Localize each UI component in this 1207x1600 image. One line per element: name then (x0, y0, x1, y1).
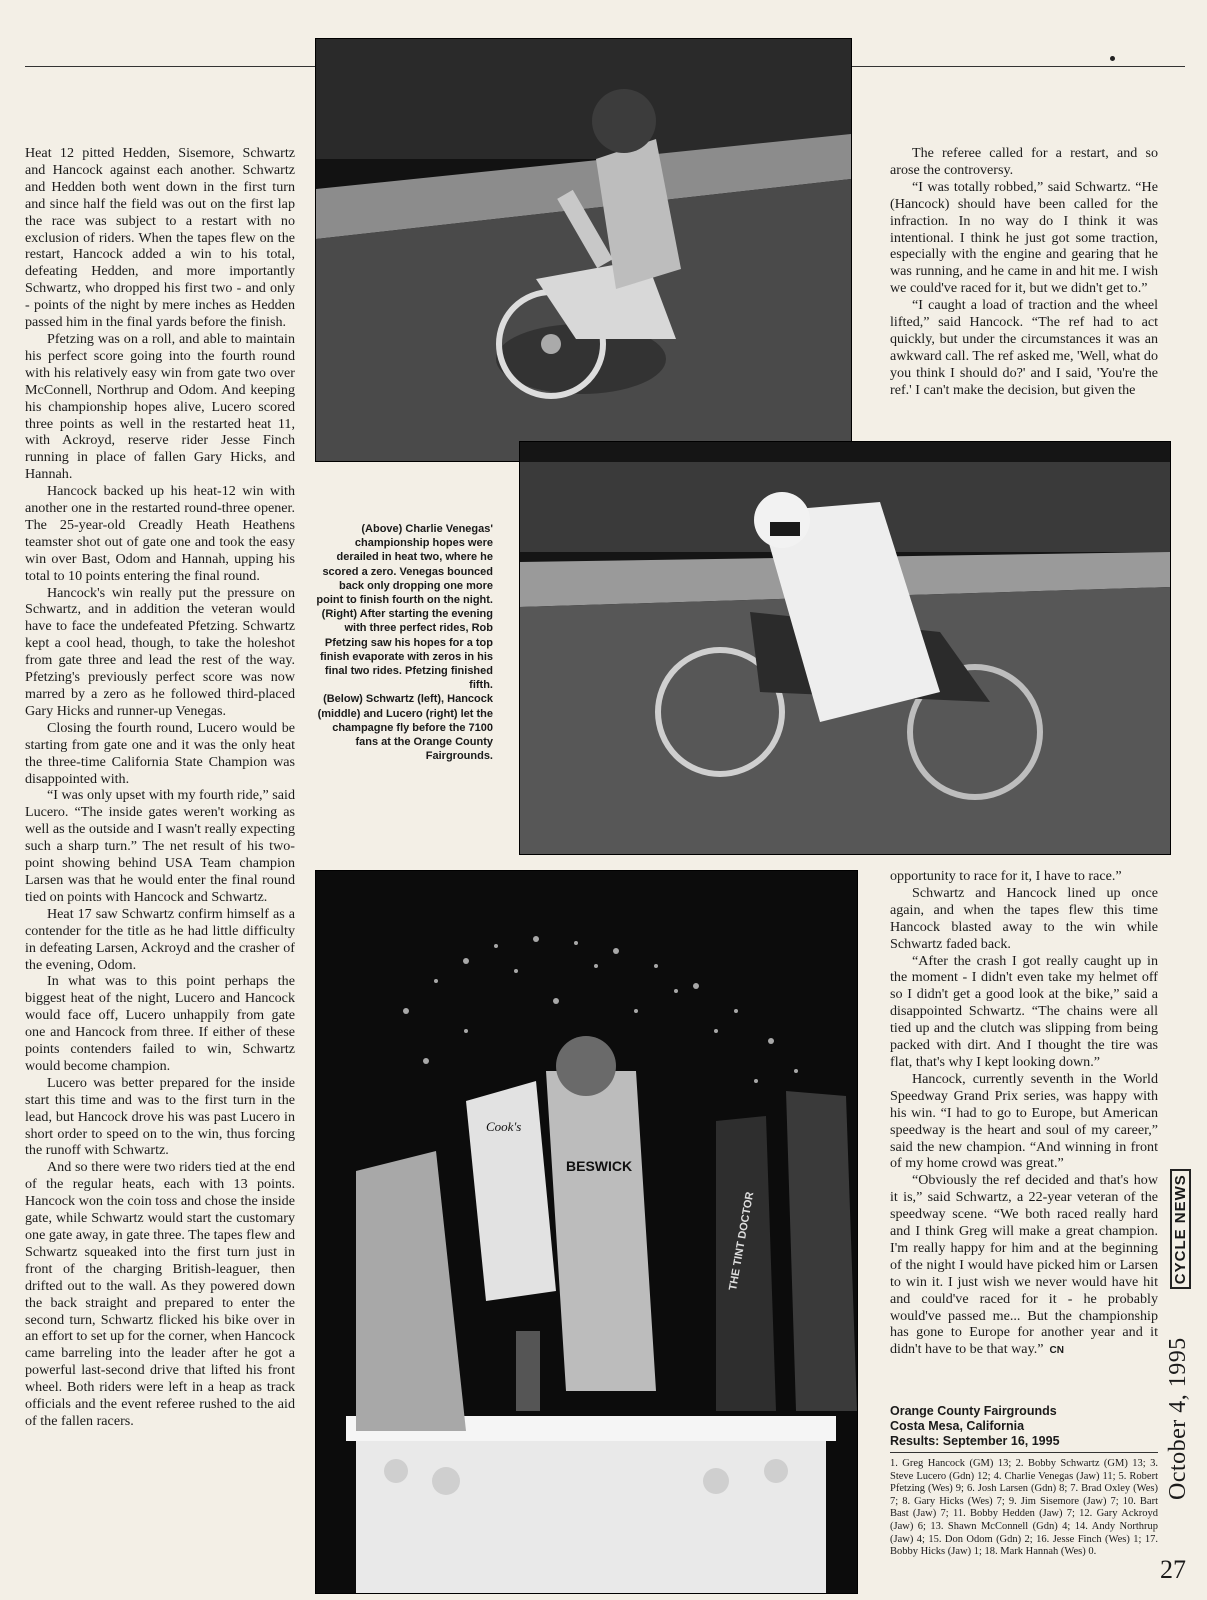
paragraph: opportunity to race for it, I have to race.” (890, 868, 1122, 884)
page-number: 27 (1160, 1555, 1186, 1584)
photo-caption (315, 522, 493, 763)
results-rule (890, 1452, 1158, 1453)
paragraph: Closing the fourth round, Lucero would be starting from gate one and it was the only heat the three-time California State Champion was disappointed with. (25, 719, 295, 787)
photo-pfetzing-riding (519, 441, 1171, 855)
photo-jacket-text: THE TINT DOCTOR (727, 1190, 757, 1292)
photo-venegas-riding (315, 38, 852, 462)
results-list: 1. Greg Hancock (GM) 13; 2. Bobby Schwartz (GM) 13; 3. Steve Lucero (Gdn) 12; 4. Charlie Venegas (Jaw) 11; 5. Robert Pfetzing (Wes) 9; 6. Josh Larsen (Gdn) 8; 7. Brad Oxley (Wes) 7; 8. Gary Hicks (Wes) 7; 9. Jim Sisemore (Jaw) 7; 10. Bart Bast (Jaw) 7; 11. Bobby Hedden (Jaw) 7; 12. Gary Ackroyd (Jaw) 6; 13. Shawn McConnell (Gdn) 4; 14. Andy Northrup (Jaw) 4; 15. Don Odom (Gdn) 2; 16. Jesse Finch (Wes) 1; 17. Bobby Hicks (Jaw) 1; 18. Mark Hannah (Wes) 0. (890, 1458, 1158, 1558)
paragraph: Hancock's win really put the pressure on Schwartz, and in addition the veteran would have to face the undefeated Pfetzing. Schwartz kept a cool head, though, to take the holeshot from gate three and lead the rest of the way. Pfetzing's previously perfect score was now marred by a zero as he followed third-placed Gary Hicks and runner-up Venegas. (25, 584, 295, 719)
end-mark: CN (1049, 1345, 1064, 1357)
paragraph: Lucero was better prepared for the inside start this time and was to the first turn in the lead, but Hancock drove his was past Lucero in short order to speed on to the win, thus forcing the runoff with Schwartz. (25, 1074, 295, 1159)
paragraph: Hancock, currently seventh in the World Speedway Grand Prix series, was happy with his win. “I had to go to Europe, but American speedway is the heart and soul of my career,” said the new champion. “And winning in front of my home crowd was great.” (890, 1070, 1158, 1172)
results-box (890, 1404, 1158, 1559)
caption-below: (Below) Schwartz (left), Hancock (middle) and Lucero (right) let the champagne fly before the 7100 fans at the Orange County Fairgrounds. (317, 693, 493, 763)
caption-right: (Right) After starting the evening with three perfect rides, Rob Pfetzing saw his hopes for a top finish evaporate with zeros in his final two rides. Pfetzing finished fifth. (320, 608, 493, 692)
paragraph: Heat 12 pitted Hedden, Sisemore, Schwartz and Hancock against each another. Schwartz and Hedden both went down in the first turn and since half the field was out on the first lap the race was subject to a restart with no exclusion of riders. When the tapes flew on the restart, Hancock added a win to his total, defeating Hedden, and more importantly Schwartz, who dropped his first two - and only - points of the night by mere inches as Hedden passed him in the final yards before the finish. (25, 145, 295, 331)
results-location: Costa Mesa, California (890, 1419, 1025, 1433)
article-column-left (25, 145, 295, 1430)
paragraph: The referee called for a restart, and so arose the controversy. (890, 145, 1158, 178)
article-column-right-top (890, 145, 1158, 399)
magazine-logo: CYCLE NEWS (1170, 1169, 1191, 1289)
results-date: Results: September 16, 1995 (890, 1434, 1060, 1448)
photo-podium-celebration (315, 870, 858, 1594)
paragraph: In what was to this point perhaps the biggest heat of the night, Lucero and Hancock would face off, Lucero unhappily from gate one and Hancock from three. If either of these points contenders failed to win, Schwartz would become champion. (25, 973, 295, 1074)
paragraph: And so there were two riders tied at the end of the regular heats, each with 13 points. Hancock won the coin toss and chose the inside gate, while Schwartz would start the customary one gate away, in gate three. The tapes flew and Schwartz squeaked into the first turn just in front of the charging British-leaguer, then drifted out to the wall. As they powered down the back straight and prepared to enter the second turn, Schwartz flicked his bike over in an effort to set up for the corner, when Hancock came barreling into the leader after he got a powerful last-second drive that lifted his front wheel. Both riders were left in a heap as track officials and the event referee rushed to the aid of the fallen racers. (25, 1159, 296, 1429)
paragraph: “I was only upset with my fourth ride,” said Lucero. “The inside gates weren't working as well as the outside and I wasn't really expecting such a sharp turn.” The net result of his two-point showing behind USA Team champion Larsen was that he would enter the final round tied on points with Hancock and Schwartz. (25, 787, 295, 905)
paragraph: “I caught a load of traction and the wheel lifted,” said Hancock. “The ref had to act quickly, but under the circumstances it was an awkward call. The ref asked me, 'Well, what do you think I should do?' and I said, 'You're the ref.' I can't make the decision, but given the (890, 297, 1158, 398)
print-dot (1110, 56, 1115, 61)
paragraph: Heat 17 saw Schwartz confirm himself as a contender for the title as he had little difficulty in defeating Larsen, Ackroyd and the crasher of the evening, Odom. (25, 905, 295, 973)
paragraph-text: “Obviously the ref decided and that's how it is,” said Schwartz, a 22-year veteran of the speedway scene. “We both raced really hard and I think Greg will make a great champion. I'm really happy for him and at the beginning of the night I would have picked him or Larsen to win it. I just wish we never would have hit and could've raced for it - he probably would've passed me... But the championship has gone to Europe for another year and it didn't have to be that way.” (890, 1172, 1158, 1358)
paragraph: Pfetzing was on a roll, and able to maintain his perfect score going into the fourth round with his relatively easy win from gate two over McConnell, Northrup and Odom. And keeping his championship hopes alive, Lucero scored three points as well in the restarted heat 11, with Ackroyd, reserve rider Jesse Finch running in place of fallen Gary Hicks, and Hannah. (25, 330, 295, 483)
issue-date: October 4, 1995 (1165, 1337, 1191, 1500)
caption-above: (Above) Charlie Venegas' championship hopes were derailed in heat two, where he scored a zero. Venegas bounced back only dropping one more point to finish fourth on the night. (316, 523, 493, 607)
photo-bottle-label: Cook's (486, 1119, 522, 1134)
paragraph-last (890, 1172, 1158, 1360)
photo-apron-text: BESWICK (566, 1158, 633, 1174)
paragraph: “I was totally robbed,” said Schwartz. “He (Hancock) should have been called for the infraction. In no way do I think it was intentional. I think he just got some traction, especially with the engine and gearing that he was running, and he came in and hit me. I wish we could've raced for it, but we didn't get to.” (890, 178, 1158, 297)
paragraph: Hancock backed up his heat-12 win with another one in the restarted round-three opener. The 25-year-old Creadly Heath Heathens teamster shot out of gate one and took the easy win over Bast, Odom and Hannah, upping his total to 10 points entering the final round. (25, 483, 295, 584)
results-header (890, 1404, 1158, 1449)
side-footer (1165, 1169, 1192, 1500)
results-venue: Orange County Fairgrounds (890, 1404, 1057, 1418)
paragraph: “After the crash I got really caught up in the moment - I didn't even take my helmet off so I didn't get a good look at the bike,” said a disappointed Schwartz. “The chains were all tied up and the clutch was slipping from being packed with dirt. And I thought the tire was flat, that's why I kept looking down.” (890, 952, 1158, 1070)
paragraph: Schwartz and Hancock lined up once again, and when the tapes flew this time Hancock blasted away to the win while Schwartz faded back. (890, 884, 1158, 952)
article-column-right-bottom (890, 868, 1158, 1360)
